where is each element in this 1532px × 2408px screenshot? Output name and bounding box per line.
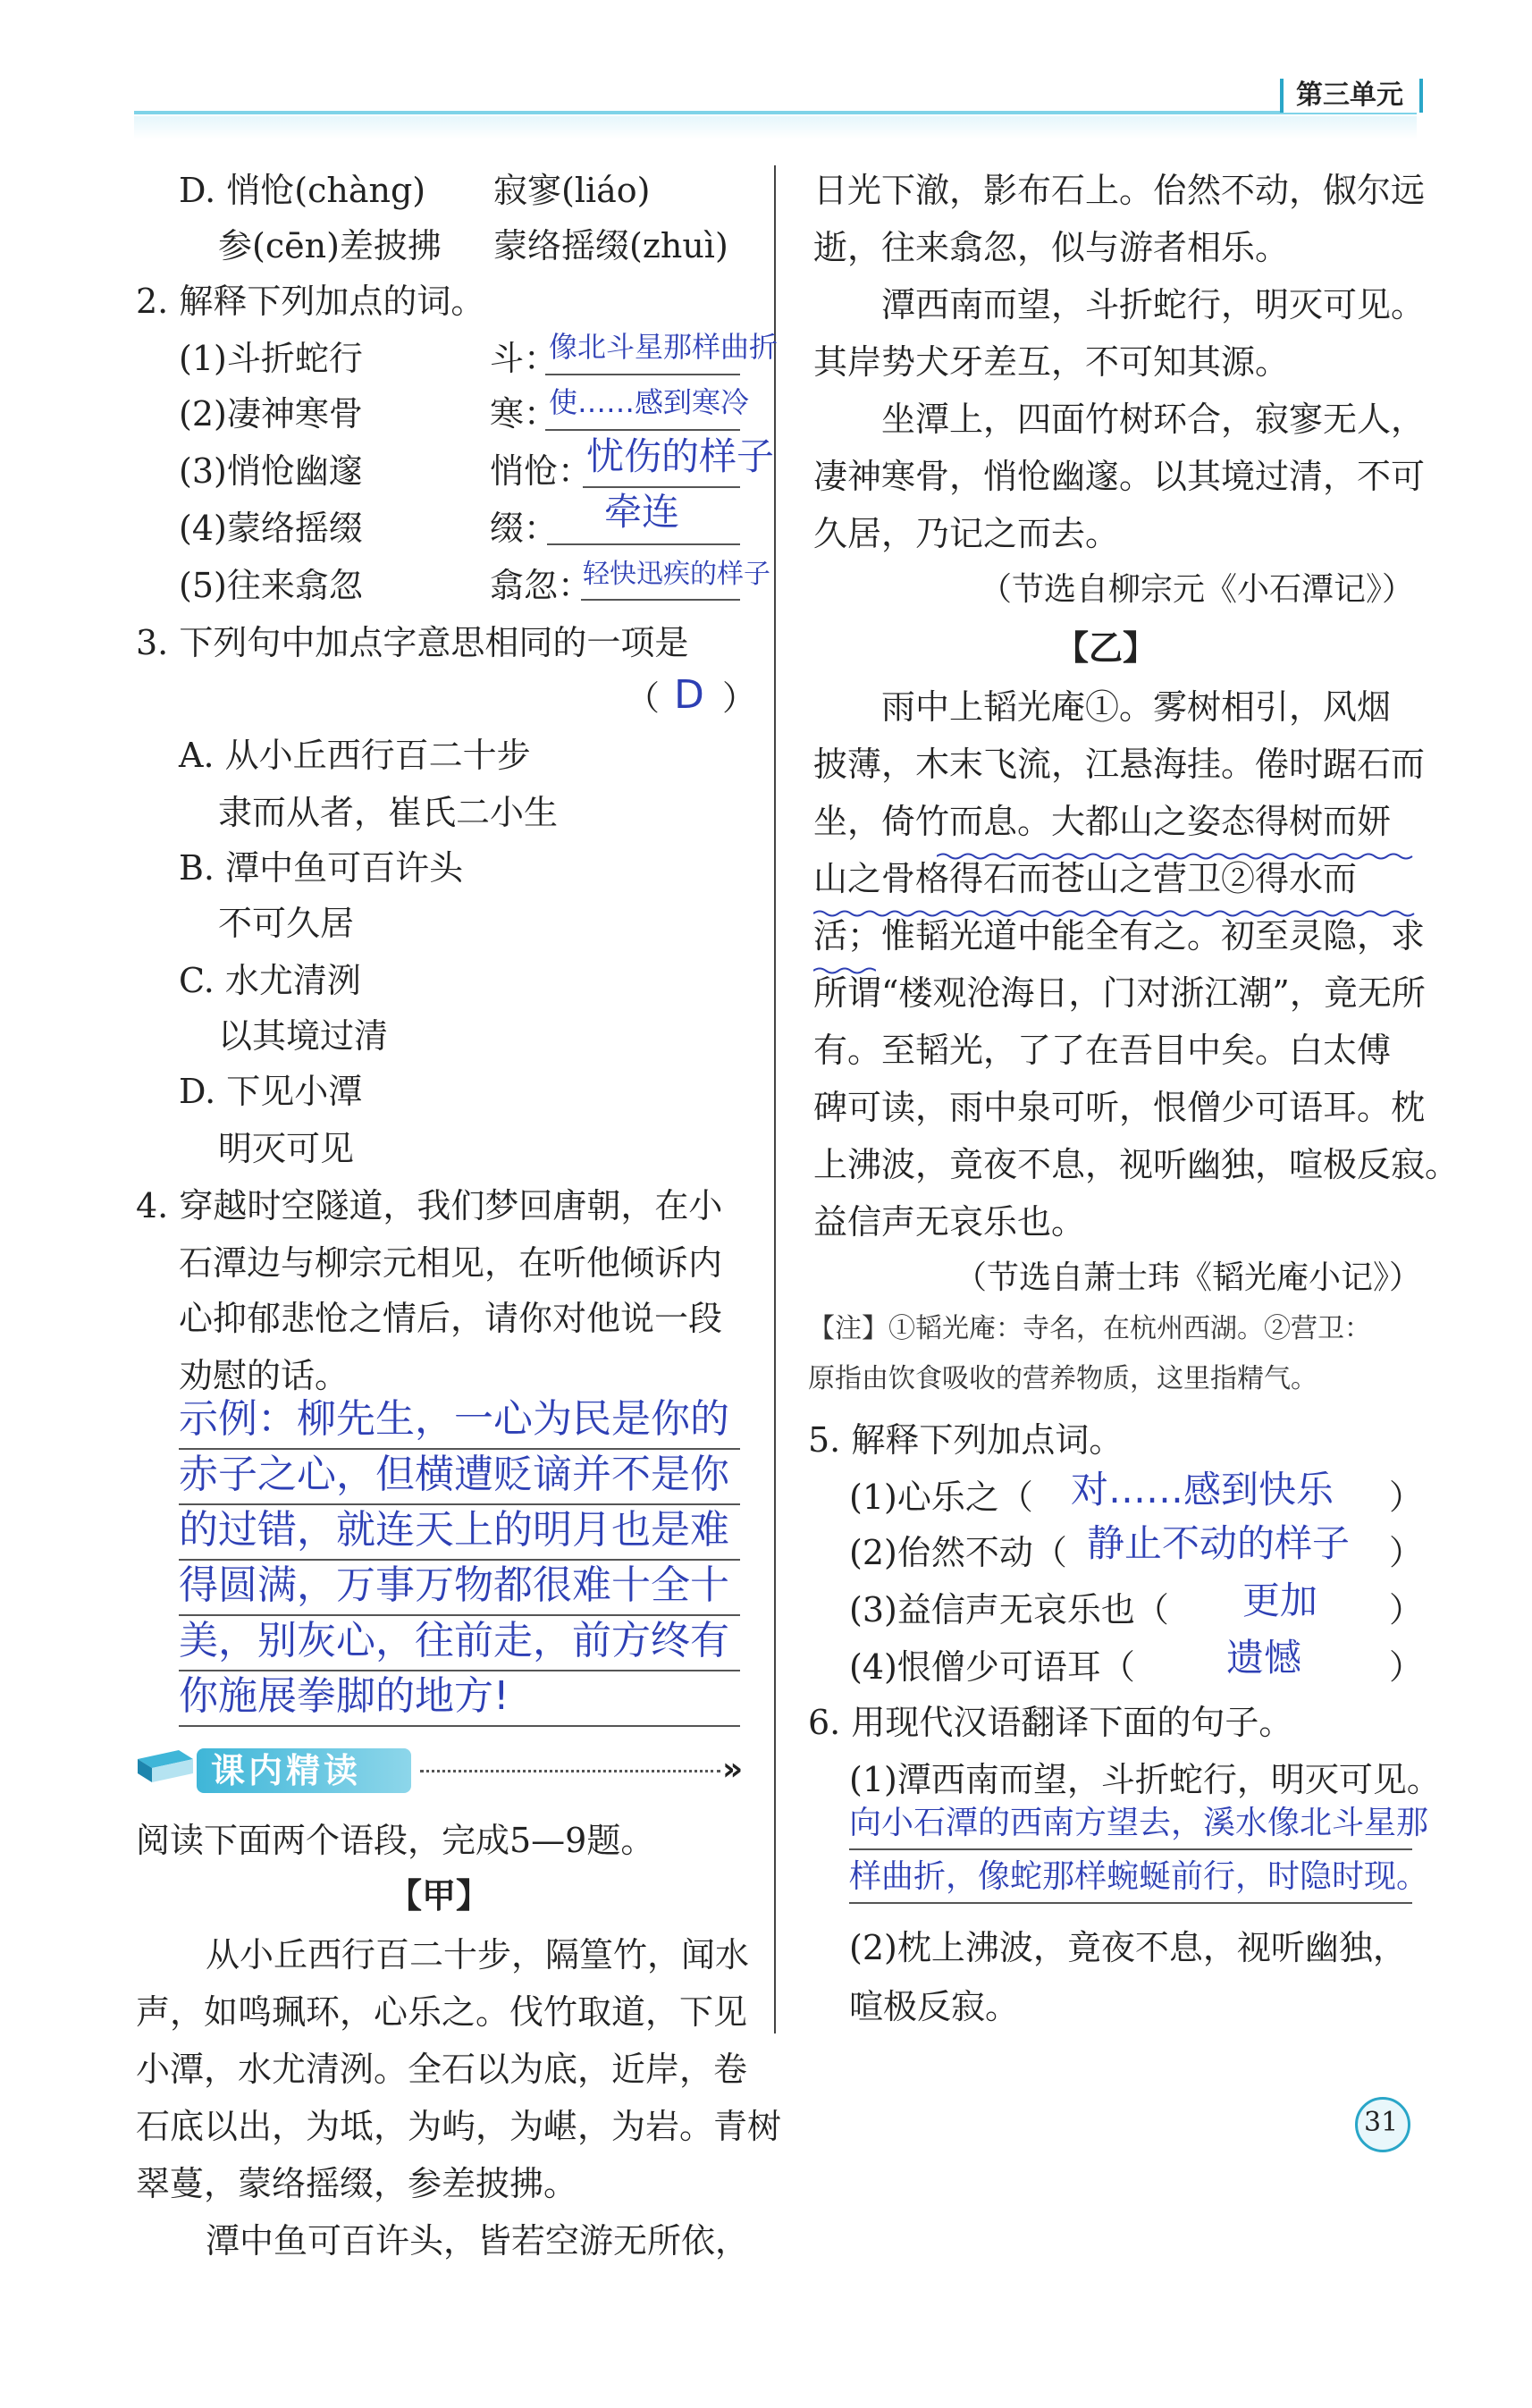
section-title: 课内精读 [211, 1751, 362, 1790]
q6-answer-rule-2 [849, 1902, 1412, 1904]
q3-option-b-1: B. 潭中鱼可百许头 [179, 848, 464, 888]
yi-line-7: 有。至韬光，了了在吾目中矣。白太傅 [813, 1031, 1392, 1070]
yi-line-10: 益信声无哀乐也。 [813, 1202, 1086, 1242]
jia-cont-1: 日光下澈，影布石上。佁然不动，俶尔远 [813, 171, 1426, 210]
q2-item-3-answer: 忧伤的样子 [586, 434, 775, 478]
q2-item-3-word: 悄怆： [490, 451, 593, 491]
page-number: 31 [1364, 2107, 1399, 2138]
q3-title: 3. 下列句中加点字意思相同的一项是 [136, 623, 689, 662]
q6-sentence-2a: (2)枕上沸波，竟夜不息，视听幽独， [849, 1928, 1407, 1967]
q1-d-line1b: 寂寥(liáo) [493, 171, 651, 210]
q4-answer-rule-2 [179, 1503, 740, 1505]
q2-item-4-blank [547, 543, 740, 545]
q4-answer-1: 示例：柳先生，一心为民是你的 [179, 1396, 729, 1442]
jia-line-3: 小潭，水尤清洌。全石以为底，近岸，卷 [136, 2050, 748, 2089]
q1-d-line2b: 蒙络摇缀(zhuì) [493, 226, 728, 265]
jia-title: 【甲】 [388, 1875, 491, 1915]
q3-option-d-2: 明灭可见 [218, 1129, 355, 1168]
jia-cont-5: 坐潭上，四面竹树环合，寂寥无人， [881, 400, 1426, 439]
jia-cont-2: 逝，往来翕忽，似与游者相乐。 [813, 228, 1290, 267]
section-dotted-rule [420, 1770, 720, 1772]
q2-item-4-answer: 牵连 [604, 490, 680, 534]
q2-item-2-answer: 使……感到寒冷 [549, 385, 750, 419]
q5-title: 5. 解释下列加点词。 [808, 1420, 1124, 1460]
note-line-1: 【注】①韬光庵：寺名，在杭州西湖。②营卫： [808, 1313, 1371, 1344]
q2-item-2-phrase: (2)凄神寒骨 [179, 394, 363, 434]
note-line-2: 原指由饮食吸收的营养物质，这里指精气。 [808, 1363, 1317, 1394]
q5-item-3-answer: 更加 [1242, 1579, 1318, 1622]
reading-instruction: 阅读下面两个语段，完成5—9题。 [136, 1821, 655, 1860]
q2-item-5-phrase: (5)往来翕忽 [179, 566, 363, 605]
q4-answer-rule-3 [179, 1559, 740, 1561]
q2-item-4-word: 缀： [490, 509, 559, 548]
q5-item-4-answer: 遗憾 [1226, 1636, 1302, 1680]
q6-sentence-1: (1)潭西南而望，斗折蛇行，明灭可见。 [849, 1760, 1441, 1799]
q3-option-a-2: 隶而从者，崔氏二小生 [218, 793, 559, 832]
section-end-mark: » [722, 1751, 744, 1788]
q4-answer-4: 得圆满，万事万物都很难十全十 [179, 1562, 729, 1608]
q2-item-3-phrase: (3)悄怆幽邃 [179, 451, 363, 491]
q5-item-1-close: ） [1389, 1478, 1424, 1517]
q2-item-1-answer: 像北斗星那样曲折 [549, 330, 779, 364]
q5-item-1-answer: 对……感到快乐 [1071, 1468, 1334, 1511]
q4-answer-5: 美，别灰心，往前走，前方终有 [179, 1618, 729, 1663]
q4-answer-rule-5 [179, 1670, 740, 1671]
yi-source: （节选自萧士玮《韬光庵小记》） [955, 1259, 1422, 1296]
q3-option-d-1: D. 下见小潭 [179, 1072, 363, 1111]
q4-answer-rule-4 [179, 1614, 740, 1616]
jia-source: （节选自柳宗元《小石潭记》） [980, 571, 1415, 608]
yi-line-8: 碑可读，雨中泉可听，恨僧少可语耳。枕 [813, 1088, 1426, 1127]
q2-item-5-answer: 轻快迅疾的样子 [583, 559, 770, 590]
header-bar [134, 111, 1417, 114]
q4-answer-rule-1 [179, 1448, 740, 1450]
q4-answer-6: 你施展拳脚的地方! [179, 1673, 509, 1719]
q4-line-3: 心抑郁悲怆之情后，请你对他说一段 [179, 1299, 723, 1338]
unit-label: 第三单元 [1296, 80, 1403, 111]
q3-option-b-2: 不可久居 [218, 904, 355, 943]
jia-cont-7: 久居，乃记之而去。 [813, 514, 1120, 553]
q5-item-2-answer: 静止不动的样子 [1087, 1521, 1351, 1565]
q6-title: 6. 用现代汉语翻译下面的句子。 [808, 1703, 1293, 1742]
q4-line-1: 4. 穿越时空隧道，我们梦回唐朝，在小 [136, 1186, 723, 1225]
jia-line-6: 潭中鱼可百许头，皆若空游无所依， [206, 2221, 750, 2261]
q4-line-4: 劝慰的话。 [179, 1356, 349, 1395]
q6-sentence-2b: 喧极反寂。 [849, 1987, 1020, 2026]
q1-d-line1a: D. 悄怆(chàng) [179, 171, 426, 210]
q2-item-4-phrase: (4)蒙络摇缀 [179, 509, 363, 548]
yi-line-2: 披薄，木末飞流，江悬海挂。倦时踞石而 [813, 745, 1426, 784]
q6-answer-rule-1 [849, 1848, 1412, 1850]
q5-item-3-phrase: (3)益信声无哀乐也（ [849, 1590, 1169, 1629]
jia-line-2: 声，如鸣珮环，心乐之。伐竹取道，下见 [136, 1992, 748, 2032]
q5-item-4-phrase: (4)恨僧少可语耳（ [849, 1647, 1135, 1687]
yi-wavy-underline-2 [813, 905, 1421, 914]
q3-option-c-2: 以其境过清 [218, 1016, 389, 1056]
jia-cont-3: 潭西南而望，斗折蛇行，明灭可见。 [881, 285, 1426, 324]
q2-item-2-blank [545, 429, 740, 431]
yi-line-6: 所谓“楼观沧海日，门对浙江潮”，竟无所 [813, 973, 1426, 1013]
q4-answer-3: 的过错，就连天上的明月也是难 [179, 1507, 729, 1553]
jia-line-4: 石底以出，为坻，为屿，为嵁，为岩。青树 [136, 2107, 782, 2146]
q2-item-3-blank [583, 486, 740, 488]
header-bar-light [134, 116, 1417, 139]
q4-answer-rule-6 [179, 1725, 740, 1727]
q6-answer-1: 向小石潭的西南方望去，溪水像北斗星那 [849, 1805, 1429, 1841]
jia-line-5: 翠蔓，蒙络摇缀，参差披拂。 [136, 2164, 578, 2203]
q2-item-1-blank [545, 374, 740, 375]
yi-line-1: 雨中上韬光庵①。雾树相引，风烟 [881, 687, 1392, 727]
jia-cont-4: 其岸势犬牙差互，不可知其源。 [813, 342, 1290, 382]
column-divider [774, 165, 776, 2033]
yi-title: 【乙】 [1055, 627, 1157, 668]
q5-item-3-close: ） [1389, 1590, 1424, 1629]
q5-item-2-close: ） [1389, 1533, 1424, 1572]
jia-line-1: 从小丘西行百二十步，隔篁竹，闻水 [206, 1935, 750, 1974]
yi-line-9: 上沸波，竟夜不息，视听幽独，喧极反寂。 [813, 1145, 1460, 1184]
yi-wavy-underline-3 [813, 962, 876, 971]
q2-title: 2. 解释下列加点的词。 [136, 282, 485, 321]
section-book-icon [134, 1747, 197, 1786]
q2-item-5-blank [581, 599, 740, 601]
q5-item-4-close: ） [1389, 1647, 1424, 1687]
q3-answer: D [674, 672, 704, 718]
q4-answer-2: 赤子之心，但横遭贬谪并不是你 [179, 1452, 729, 1497]
q1-d-line2a: 参(cēn)差披拂 [218, 226, 442, 265]
yi-line-5: 活；惟韬光道中能全有之。初至灵隐，求 [813, 916, 1426, 956]
q3-paren-close: ） [722, 678, 757, 718]
q3-option-c-1: C. 水尤清洌 [179, 961, 361, 1000]
q5-item-2-phrase: (2)佁然不动（ [849, 1533, 1067, 1572]
q4-line-2: 石潭边与柳宗元相见，在听他倾诉内 [179, 1243, 723, 1283]
q6-answer-2: 样曲折，像蛇那样蜿蜒前行，时隐时现。 [849, 1858, 1429, 1895]
yi-line-4: 山之骨格得石而苍山之营卫②得水而 [813, 859, 1358, 898]
yi-wavy-underline-1 [937, 847, 1419, 856]
q2-item-5-word: 翕忽： [490, 566, 593, 605]
yi-line-3: 坐，倚竹而息。大都山之姿态得树而妍 [813, 802, 1392, 841]
jia-cont-6: 凄神寒骨，悄怆幽邃。以其境过清，不可 [813, 457, 1426, 496]
q3-paren-open: （ [626, 678, 661, 718]
q5-item-1-phrase: (1)心乐之（ [849, 1478, 1033, 1517]
q3-option-a-1: A. 从小丘西行百二十步 [179, 736, 531, 775]
q2-item-2-word: 寒： [490, 394, 559, 434]
q2-item-1-phrase: (1)斗折蛇行 [179, 339, 363, 378]
q2-item-1-word: 斗： [490, 339, 559, 378]
